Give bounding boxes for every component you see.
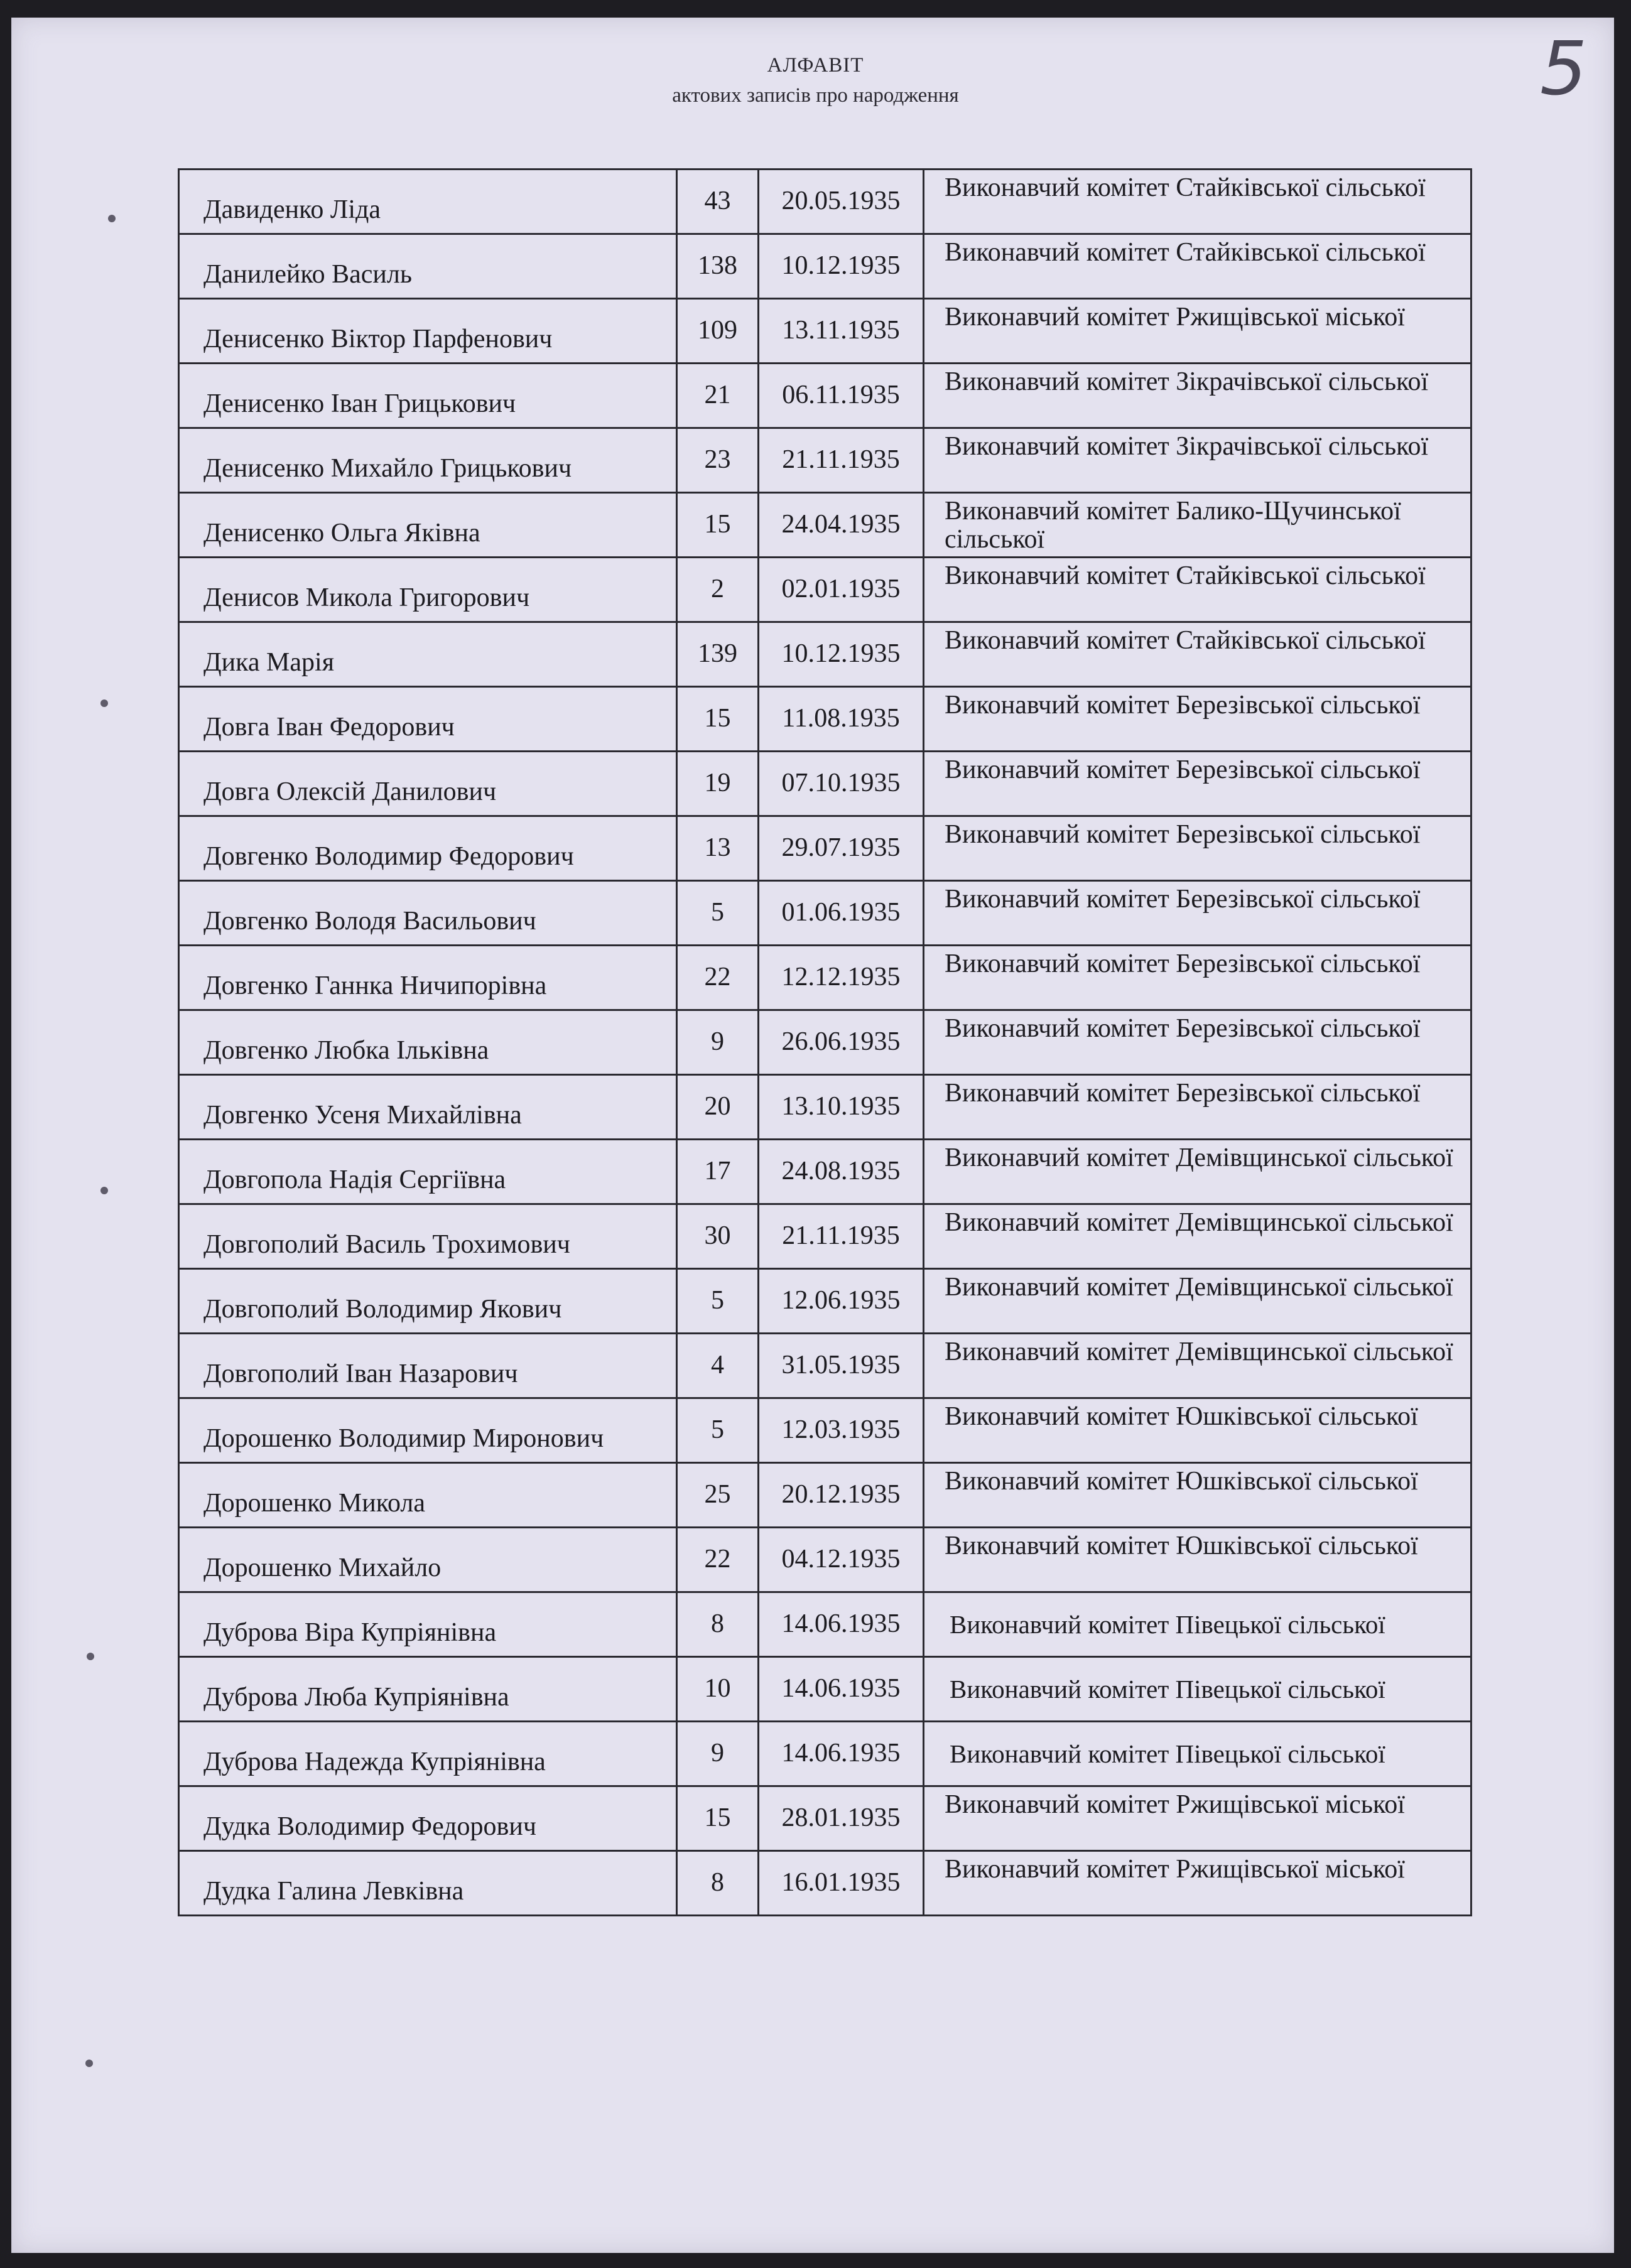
record-date-cell: 07.10.1935: [759, 752, 924, 816]
person-name-cell: Дорошенко Микола: [179, 1463, 677, 1528]
handwritten-page-number: 5: [1540, 25, 1588, 112]
person-name-cell: Довгенко Ганнка Ничипорівна: [179, 946, 677, 1010]
table-row: [179, 1140, 1471, 1204]
record-number-cell: 10: [677, 1657, 759, 1722]
record-date-cell: 06.11.1935: [759, 364, 924, 428]
table-row: [179, 752, 1471, 816]
table-row: [179, 1657, 1471, 1722]
person-name-cell: Денисенко Михайло Грицькович: [179, 428, 677, 493]
person-name-cell: Довгенко Володя Васильович: [179, 881, 677, 946]
person-name-cell: Довгопола Надія Сергіївна: [179, 1140, 677, 1204]
record-number-cell: 23: [677, 428, 759, 493]
record-number-cell: 25: [677, 1463, 759, 1528]
binding-hole-mark: [100, 699, 108, 707]
record-date-cell: 26.06.1935: [759, 1010, 924, 1075]
registry-office-cell: Виконавчий комітет Демівщинської сільської: [924, 1140, 1471, 1204]
table-row: [179, 299, 1471, 364]
record-number-cell: 20: [677, 1075, 759, 1140]
registry-office-cell: Виконавчий комітет Ржищівської міської: [924, 1786, 1471, 1851]
record-number-cell: 43: [677, 170, 759, 234]
record-date-cell: 10.12.1935: [759, 234, 924, 299]
birth-records-table: [178, 168, 1472, 1916]
record-number-cell: 5: [677, 881, 759, 946]
person-name-cell: Довгополий Іван Назарович: [179, 1334, 677, 1398]
person-name-cell: Довга Олексій Данилович: [179, 752, 677, 816]
table-row: [179, 1786, 1471, 1851]
record-date-cell: 12.03.1935: [759, 1398, 924, 1463]
registry-office-cell: Виконавчий комітет Зікрачівської сільської: [924, 364, 1471, 428]
table-row: [179, 1075, 1471, 1140]
person-name-cell: Денисенко Віктор Парфенович: [179, 299, 677, 364]
binding-hole-mark: [108, 215, 116, 222]
person-name-cell: Денисенко Ольга Яківна: [179, 493, 677, 558]
person-name-cell: Дорошенко Михайло: [179, 1528, 677, 1592]
registry-office-cell: Виконавчий комітет Стайківської сільської: [924, 558, 1471, 622]
record-number-cell: 4: [677, 1334, 759, 1398]
registry-office-cell: Виконавчий комітет Березівської сільської: [924, 1010, 1471, 1075]
records-table-body: [179, 170, 1471, 1916]
table-row: [179, 1463, 1471, 1528]
record-date-cell: 28.01.1935: [759, 1786, 924, 1851]
registry-office-cell: Виконавчий комітет Балико-Щучинської сільської: [924, 493, 1471, 558]
table-row: [179, 170, 1471, 234]
record-number-cell: 22: [677, 1528, 759, 1592]
person-name-cell: Довгенко Любка Ільківна: [179, 1010, 677, 1075]
record-number-cell: 138: [677, 234, 759, 299]
table-row: [179, 687, 1471, 752]
record-date-cell: 14.06.1935: [759, 1722, 924, 1786]
table-row: [179, 1851, 1471, 1916]
registry-office-cell: Виконавчий комітет Березівської сільської: [924, 946, 1471, 1010]
record-date-cell: 21.11.1935: [759, 428, 924, 493]
document-subtitle: актових записів про народження: [672, 84, 959, 107]
person-name-cell: Давиденко Ліда: [179, 170, 677, 234]
table-row: [179, 1398, 1471, 1463]
person-name-cell: Дуброва Надежда Купріянівна: [179, 1722, 677, 1786]
table-row: [179, 816, 1471, 881]
record-date-cell: 31.05.1935: [759, 1334, 924, 1398]
record-number-cell: 8: [677, 1592, 759, 1657]
record-number-cell: 15: [677, 1786, 759, 1851]
person-name-cell: Денисенко Іван Грицькович: [179, 364, 677, 428]
record-number-cell: 13: [677, 816, 759, 881]
record-date-cell: 14.06.1935: [759, 1657, 924, 1722]
record-date-cell: 16.01.1935: [759, 1851, 924, 1916]
registry-office-cell: Виконавчий комітет Демівщинської сільської: [924, 1269, 1471, 1334]
table-row: [179, 881, 1471, 946]
record-date-cell: 20.12.1935: [759, 1463, 924, 1528]
table-row: [179, 428, 1471, 493]
record-date-cell: 13.10.1935: [759, 1075, 924, 1140]
record-date-cell: 14.06.1935: [759, 1592, 924, 1657]
binding-hole-mark: [85, 2060, 93, 2067]
registry-office-cell: Виконавчий комітет Демівщинської сільської: [924, 1334, 1471, 1398]
record-date-cell: 01.06.1935: [759, 881, 924, 946]
person-name-cell: Дудка Володимир Федорович: [179, 1786, 677, 1851]
registry-office-cell: Виконавчий комітет Юшківської сільської: [924, 1528, 1471, 1592]
record-number-cell: 139: [677, 622, 759, 687]
document-title: АЛФАВІТ: [767, 54, 864, 77]
table-row: [179, 1204, 1471, 1269]
person-name-cell: Дуброва Віра Купріянівна: [179, 1592, 677, 1657]
table-row: [179, 364, 1471, 428]
record-number-cell: 15: [677, 493, 759, 558]
registry-office-cell: Виконавчий комітет Демівщинської сільської: [924, 1204, 1471, 1269]
record-date-cell: 29.07.1935: [759, 816, 924, 881]
registry-office-cell: Виконавчий комітет Ржищівської міської: [924, 1851, 1471, 1916]
registry-office-cell: Виконавчий комітет Півецької сільської: [924, 1722, 1471, 1786]
record-date-cell: 20.05.1935: [759, 170, 924, 234]
person-name-cell: Довгенко Усеня Михайлівна: [179, 1075, 677, 1140]
table-row: [179, 1010, 1471, 1075]
table-row: [179, 622, 1471, 687]
record-date-cell: 12.06.1935: [759, 1269, 924, 1334]
binding-hole-mark: [100, 1187, 108, 1194]
record-date-cell: 04.12.1935: [759, 1528, 924, 1592]
registry-office-cell: Виконавчий комітет Стайківської сільської: [924, 622, 1471, 687]
person-name-cell: Довга Іван Федорович: [179, 687, 677, 752]
record-date-cell: 24.04.1935: [759, 493, 924, 558]
person-name-cell: Довгенко Володимир Федорович: [179, 816, 677, 881]
record-date-cell: 12.12.1935: [759, 946, 924, 1010]
person-name-cell: Дорошенко Володимир Миронович: [179, 1398, 677, 1463]
registry-office-cell: Виконавчий комітет Березівської сільської: [924, 881, 1471, 946]
registry-office-cell: Виконавчий комітет Стайківської сільської: [924, 170, 1471, 234]
person-name-cell: Довгополий Володимир Якович: [179, 1269, 677, 1334]
table-row: [179, 1334, 1471, 1398]
table-row: [179, 234, 1471, 299]
registry-office-cell: Виконавчий комітет Березівської сільської: [924, 687, 1471, 752]
record-number-cell: 9: [677, 1722, 759, 1786]
record-number-cell: 109: [677, 299, 759, 364]
registry-office-cell: Виконавчий комітет Юшківської сільської: [924, 1463, 1471, 1528]
table-row: [179, 1528, 1471, 1592]
table-row: [179, 1722, 1471, 1786]
record-number-cell: 19: [677, 752, 759, 816]
table-row: [179, 558, 1471, 622]
registry-office-cell: Виконавчий комітет Юшківської сільської: [924, 1398, 1471, 1463]
record-date-cell: 13.11.1935: [759, 299, 924, 364]
record-number-cell: 22: [677, 946, 759, 1010]
record-date-cell: 02.01.1935: [759, 558, 924, 622]
person-name-cell: Дика Марія: [179, 622, 677, 687]
table-row: [179, 1269, 1471, 1334]
registry-office-cell: Виконавчий комітет Стайківської сільської: [924, 234, 1471, 299]
person-name-cell: Данилейко Василь: [179, 234, 677, 299]
registry-office-cell: Виконавчий комітет Півецької сільської: [924, 1592, 1471, 1657]
table-row: [179, 493, 1471, 558]
table-row: [179, 946, 1471, 1010]
registry-office-cell: Виконавчий комітет Ржищівської міської: [924, 299, 1471, 364]
record-number-cell: 5: [677, 1269, 759, 1334]
record-number-cell: 9: [677, 1010, 759, 1075]
record-number-cell: 17: [677, 1140, 759, 1204]
record-number-cell: 30: [677, 1204, 759, 1269]
record-number-cell: 8: [677, 1851, 759, 1916]
record-number-cell: 2: [677, 558, 759, 622]
record-date-cell: 21.11.1935: [759, 1204, 924, 1269]
record-number-cell: 5: [677, 1398, 759, 1463]
person-name-cell: Денисов Микола Григорович: [179, 558, 677, 622]
person-name-cell: Дудка Галина Левківна: [179, 1851, 677, 1916]
registry-office-cell: Виконавчий комітет Березівської сільської: [924, 752, 1471, 816]
registry-office-cell: Виконавчий комітет Зікрачівської сільської: [924, 428, 1471, 493]
registry-office-cell: Виконавчий комітет Півецької сільської: [924, 1657, 1471, 1722]
record-number-cell: 21: [677, 364, 759, 428]
registry-office-cell: Виконавчий комітет Березівської сільської: [924, 1075, 1471, 1140]
registry-office-cell: Виконавчий комітет Березівської сільської: [924, 816, 1471, 881]
record-date-cell: 24.08.1935: [759, 1140, 924, 1204]
record-number-cell: 15: [677, 687, 759, 752]
record-date-cell: 11.08.1935: [759, 687, 924, 752]
person-name-cell: Дуброва Люба Купріянівна: [179, 1657, 677, 1722]
binding-hole-mark: [87, 1653, 94, 1660]
person-name-cell: Довгополий Василь Трохимович: [179, 1204, 677, 1269]
record-date-cell: 10.12.1935: [759, 622, 924, 687]
table-row: [179, 1592, 1471, 1657]
